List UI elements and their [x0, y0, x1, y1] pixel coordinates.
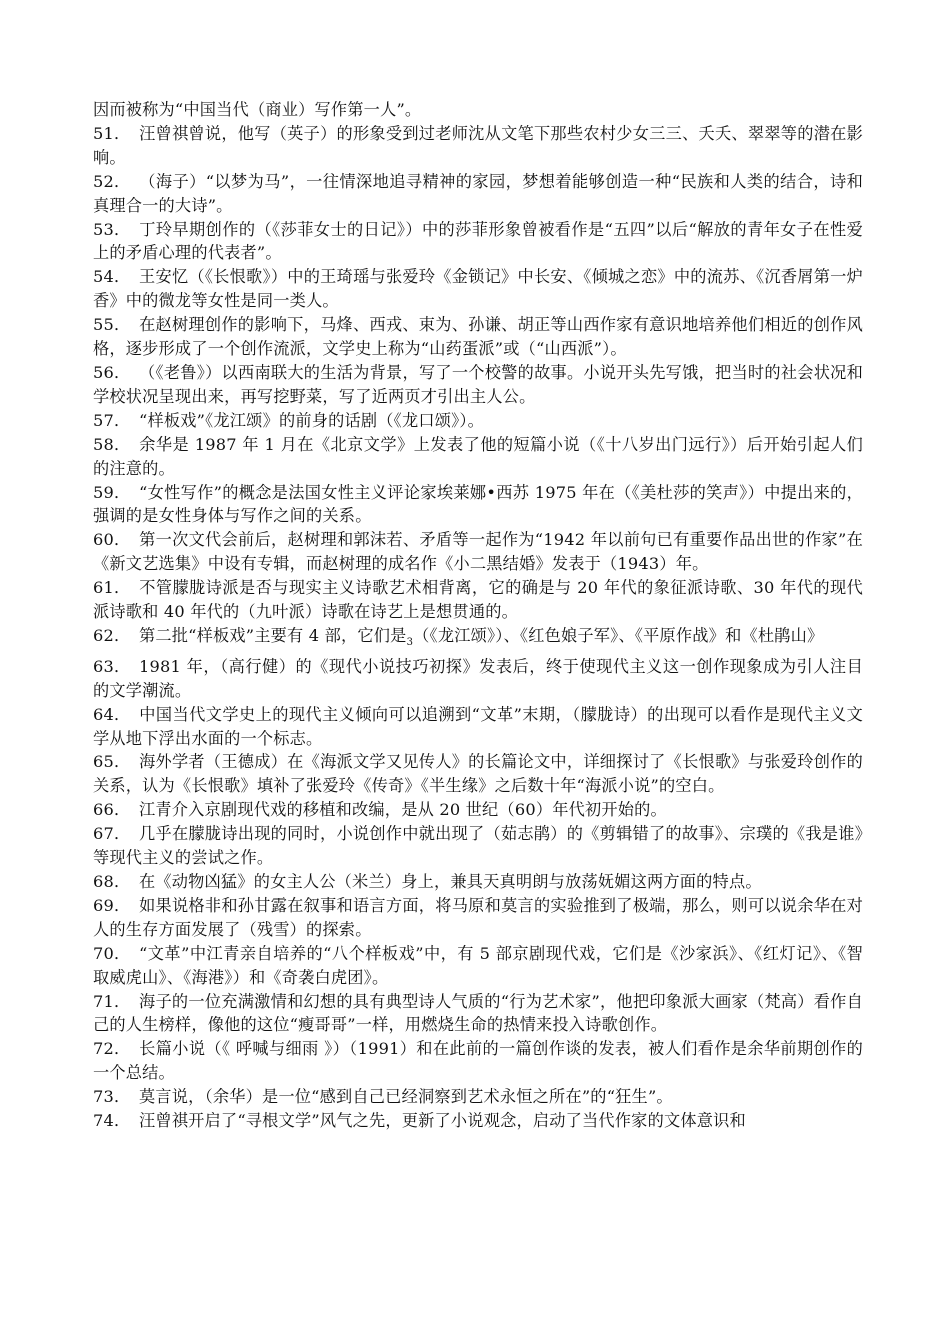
- question-item: [93, 409, 863, 433]
- item-number: 73．: [93, 1087, 131, 1107]
- question-item: [93, 990, 863, 1038]
- item-number: 57．: [93, 410, 131, 430]
- item-text: 第二批“样板戏”主要有 4 部，它们是: [139, 625, 407, 645]
- item-text: 莫言说，（余华）是一位“感到自己已经洞察到艺术永恒之所在”的“狂生”。: [139, 1087, 673, 1107]
- question-item: [93, 822, 863, 870]
- item-text: 在赵树理创作的影响下，马烽、西戎、束为、孙谦、胡正等山西作家有意识地培养他们相近的创作风格，逐步形成了一个创作流派，文学史上称为“山药蛋派”或（“山西派”）。: [93, 315, 863, 359]
- question-item: [93, 894, 863, 942]
- question-item: [93, 624, 863, 655]
- item-number: 70．: [93, 943, 131, 963]
- item-text: 中国当代文学史上的现代主义倾向可以追溯到“文革”末期，（朦胧诗）的出现可以看作是现代主义文学从地下浮出水面的一个标志。: [93, 704, 863, 748]
- question-item: [93, 361, 863, 409]
- item-text: “样板戏”《龙江颂》的前身的话剧（《龙口颂》）。: [139, 410, 485, 430]
- item-text: “女性写作”的概念是法国女性主义评论家埃莱娜•西苏 1975 年在（《美杜莎的笑声》）中提出来的，强调的是女性身体与写作之间的关系。: [93, 482, 863, 526]
- question-item: [93, 313, 863, 361]
- question-item: [93, 1037, 863, 1085]
- item-text: （《老鲁》）以西南联大的生活为背景，写了一个校警的故事。小说开头先写饿，把当时的社会状况和学校状况呈现出来，再写挖野菜，写了近两页才引出主人公。: [93, 362, 863, 406]
- item-text: 不管朦胧诗派是否与现实主义诗歌艺术相背离，它的确是与 20 年代的象征派诗歌、30 年代的现代派诗歌和 40 年代的（九叶派）诗歌在诗艺上是想贯通的。: [93, 578, 863, 622]
- document-page: [93, 98, 863, 1133]
- item-number: 68．: [93, 872, 131, 891]
- item-text: 丁玲早期创作的（《莎菲女士的日记》）中的莎菲形象曾被看作是“五四”以后“解放的青年女子在性爱上的矛盾心理的代表者”。: [93, 219, 863, 263]
- item-number: 60．: [93, 530, 131, 550]
- item-number: 59．: [93, 482, 131, 502]
- question-item: [93, 655, 863, 703]
- item-number: 66．: [93, 800, 131, 820]
- item-text: （海子）“以梦为马”，一往情深地追寻精神的家园，梦想着能够创造一种“民族和人类的结合，诗和真理合一的大诗”。: [93, 171, 863, 215]
- question-item: [93, 481, 863, 529]
- question-item: [93, 750, 863, 798]
- item-text: “文革”中江青亲自培养的“八个样板戏”中，有 5 部京剧现代戏，它们是《沙家浜》、《红灯记》、《智取威虎山》、《海港》）和《奇袭白虎团》。: [93, 943, 863, 987]
- question-item: [93, 576, 863, 624]
- item-number: 53．: [93, 219, 131, 239]
- item-text: 汪曾祺开启了“寻根文学”风气之先，更新了小说观念，启动了当代作家的文体意识和: [139, 1111, 746, 1131]
- subscript-mark: 3: [406, 636, 414, 648]
- question-item: [93, 870, 863, 894]
- item-text: 如果说格非和孙甘露在叙事和语言方面，将马原和莫言的实验推到了极端，那么，则可以说余华在对人的生存方面发展了（残雪）的探索。: [93, 895, 863, 939]
- item-number: 63．: [93, 656, 131, 676]
- item-text: 第一次文代会前后，赵树理和郭沫若、矛盾等一起作为“1942 年以前句已有重要作品出世的作家”在《新文艺选集》中设有专辑，而赵树理的成名作《小二黑结婚》发表于（1943）年。: [93, 530, 863, 574]
- item-number: 61．: [93, 578, 131, 598]
- item-number: 55．: [93, 315, 131, 335]
- item-number: 74．: [93, 1111, 131, 1131]
- item-number: 52．: [93, 171, 131, 191]
- question-item: [93, 122, 863, 170]
- item-number: 71．: [93, 991, 131, 1011]
- item-number: 58．: [93, 434, 131, 454]
- item-text: 江青介入京剧现代戏的移植和改编，是从 20 世纪（60）年代初开始的。: [139, 800, 667, 820]
- item-number: 64．: [93, 704, 131, 724]
- item-text: 海外学者（王德成）在《海派文学又见传人》的长篇论文中，详细探讨了《长恨歌》与张爱玲创作的关系，认为《长恨歌》填补了张爱玲《传奇》《半生缘》之后数十年“海派小说”的空白。: [93, 752, 863, 796]
- item-number: 65．: [93, 752, 131, 772]
- item-text: 海子的一位充满激情和幻想的具有典型诗人气质的“行为艺术家”，他把印象派大画家（梵高）看作自己的人生榜样，像他的这位“瘦哥哥”一样，用燃烧生命的热情来投入诗歌创作。: [93, 991, 863, 1035]
- item-text-continued: （《龙江颂》）、《红色娘子军》、《平原作战》和《杜鹃山》: [413, 625, 824, 645]
- question-item: [93, 170, 863, 218]
- item-text: 在《动物凶猛》的女主人公（米兰）身上，兼具天真明朗与放荡妩媚这两方面的特点。: [139, 872, 762, 891]
- question-item: [93, 942, 863, 990]
- item-text: 汪曾祺曾说，他写（英子）的形象受到过老师沈从文笔下那些农村少女三三、夭夭、翠翠等的潜在影响。: [93, 123, 863, 167]
- item-text: 余华是 1987 年 1 月在《北京文学》上发表了他的短篇小说（《十八岁出门远行》）后开始引起人们的注意的。: [93, 434, 863, 478]
- item-number: 72．: [93, 1039, 131, 1059]
- question-item: [93, 703, 863, 751]
- item-number: 67．: [93, 824, 131, 844]
- item-number: 62．: [93, 625, 131, 645]
- question-item: [93, 528, 863, 576]
- question-item: [93, 1085, 863, 1109]
- question-item: [93, 798, 863, 822]
- item-text: 长篇小说（《 呼喊与细雨 》）（1991）和在此前的一篇创作谈的发表，被人们看作是余华前期创作的一个总结。: [93, 1039, 863, 1083]
- question-item: [93, 433, 863, 481]
- item-number: 51．: [93, 123, 131, 143]
- item-text: 王安忆（《长恨歌》）中的王琦瑶与张爱玲《金锁记》中长安、《倾城之恋》中的流苏、《沉香屑第一炉香》中的微龙等女性是同一类人。: [93, 267, 863, 311]
- item-text: 1981 年，（高行健）的《现代小说技巧初探》发表后，终于使现代主义这一创作现象成为引人注目的文学潮流。: [93, 656, 863, 700]
- paragraph-text: 因而被称为“中国当代（商业）写作第一人”。: [93, 100, 422, 119]
- item-number: 69．: [93, 895, 131, 915]
- paragraph: [93, 98, 863, 122]
- item-number: 56．: [93, 362, 131, 382]
- question-item: [93, 265, 863, 313]
- question-item: [93, 1109, 863, 1133]
- item-text: 几乎在朦胧诗出现的同时，小说创作中就出现了（茹志鹃）的《剪辑错了的故事》、宗璞的《我是谁》等现代主义的尝试之作。: [93, 824, 863, 868]
- item-number: 54．: [93, 267, 131, 287]
- question-item: [93, 218, 863, 266]
